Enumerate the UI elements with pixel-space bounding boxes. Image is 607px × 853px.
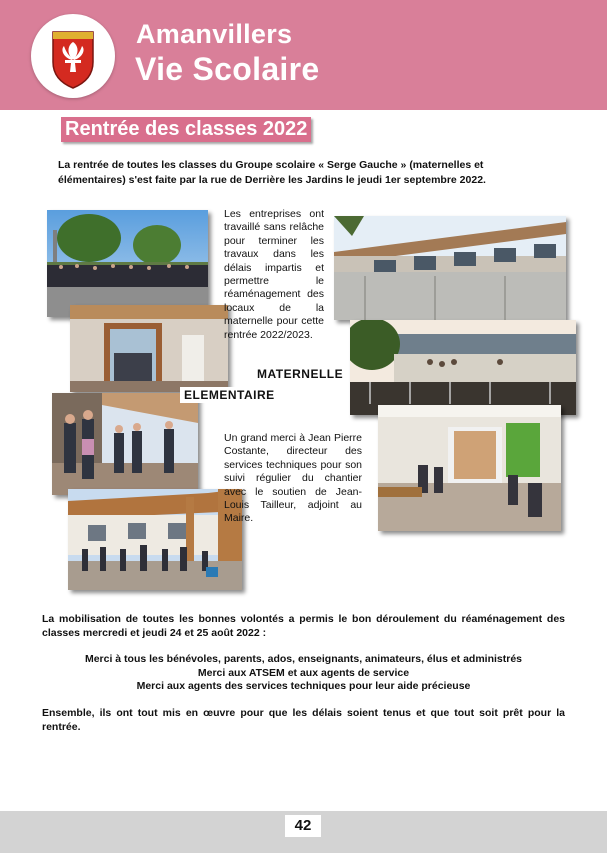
mobilisation-paragraph: La mobilisation de toutes les bonnes volontés a permis le bon déroulement du réaménagement des classes mercredi et jeudi 24 et 25 août 2022 :: [42, 613, 565, 639]
town-name: Amanvillers: [136, 19, 293, 49]
works-paragraph: Les entreprises ont travaillé sans relâche pour terminer les travaux dans les délais impartis et permettre le réaménagement des locaux de la maternelle pour cette rentrée 2022/2023.: [224, 208, 324, 341]
thanks-list: [42, 653, 565, 694]
crest-badge: [31, 14, 115, 98]
photo-maternelle-courtyard: [350, 320, 576, 415]
article-title-banner: [61, 117, 311, 142]
photo-school-doorway: [70, 305, 228, 392]
thanks-line-atsem: Merci aux ATSEM et aux agents de service: [197, 666, 410, 679]
photo-maternelle-building: [334, 216, 566, 320]
thanks-paragraph: Un grand merci à Jean Pierre Costante, directeur des services techniques pour son suivi régulier du chantier avec le soutien de Jean-Louis Tailleur, adjoint au Maire.: [224, 432, 362, 525]
coat-of-arms-fleur-de-lis-icon: [31, 14, 115, 98]
page-number: 42: [285, 815, 321, 837]
ensemble-paragraph: Ensemble, ils ont tout mis en œuvre pour que les délais soient tenus et que tout soit prêt pour la rentrée.: [42, 707, 565, 733]
photo-elementaire-building: [68, 489, 242, 590]
photo-crowd-street: [47, 210, 208, 317]
label-elementaire: ELEMENTAIRE: [180, 387, 279, 403]
thanks-line-technical: Merci aux agents des services techniques pour leur aide précieuse: [136, 680, 471, 692]
photo-classroom-hallway: [378, 405, 561, 531]
page-header: [0, 0, 607, 110]
photo-elementaire-yard: [52, 393, 198, 495]
article-title: Rentrée des classes 2022: [65, 118, 308, 140]
intro-paragraph: La rentrée de toutes les classes du Groupe scolaire « Serge Gauche » (maternelles et élémentaires) s'est faite par la rue de Derrière les Jardins le jeudi 1er septembre 2022.: [58, 159, 486, 186]
section-title: Vie Scolaire: [135, 51, 320, 87]
label-maternelle: MATERNELLE: [253, 366, 347, 382]
thanks-line-volunteers: Merci à tous les bénévoles, parents, ados, enseignants, animateurs, élus et administrés: [84, 653, 523, 665]
